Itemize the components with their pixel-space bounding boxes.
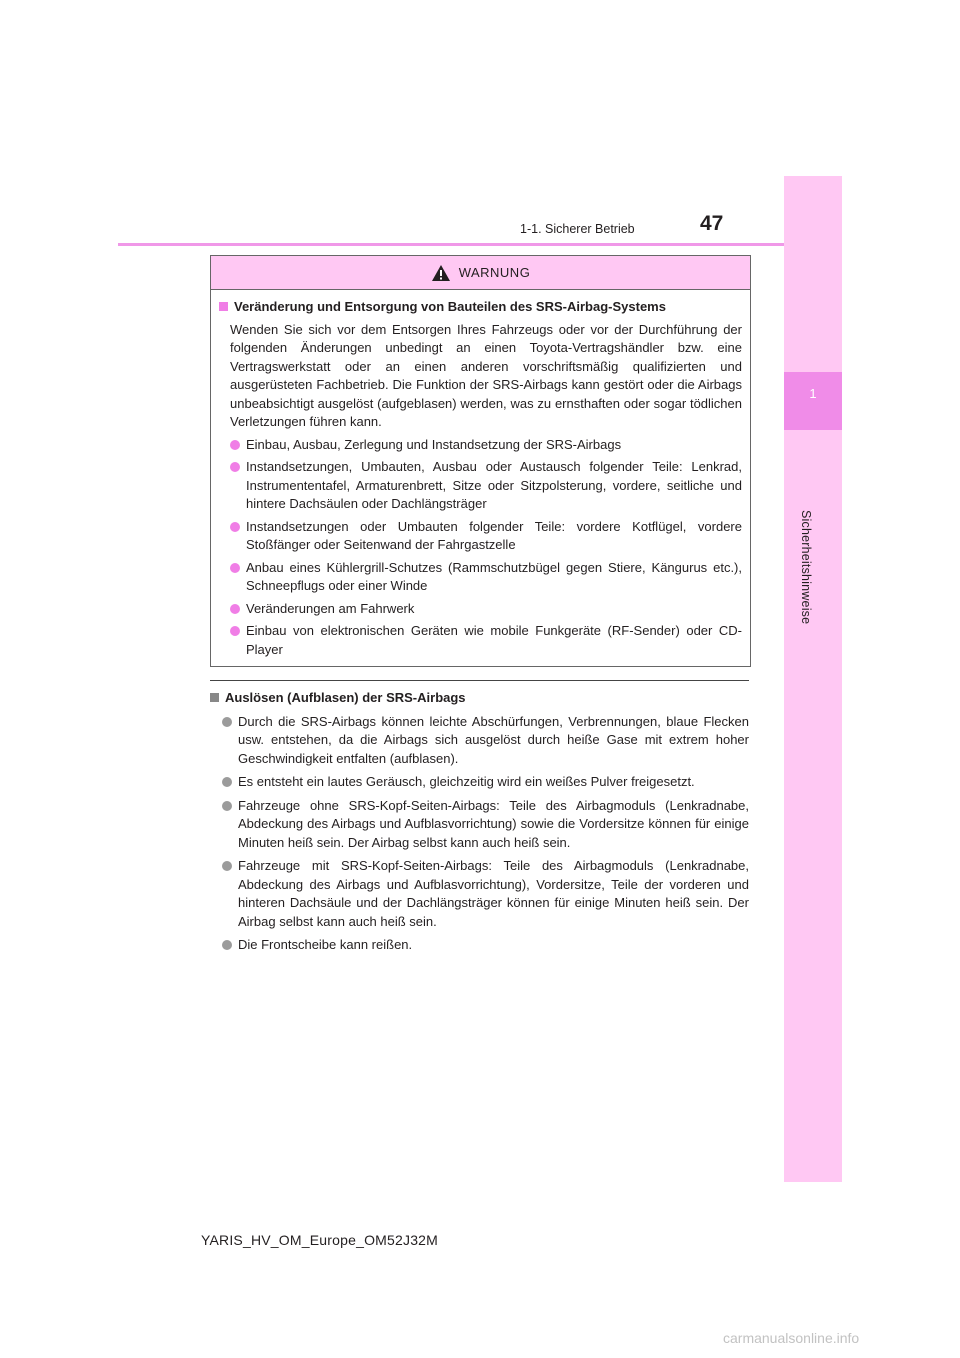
main-bullet-text: Die Frontscheibe kann reißen. — [238, 937, 413, 952]
bullet-dot-icon — [230, 563, 240, 573]
warning-heading — [219, 298, 742, 317]
bullet-dot-icon — [230, 522, 240, 532]
warning-bullet-text: Instandsetzungen oder Umbauten folgender Teile: vordere Kotflügel, vordere Stoßfänger oder Seitenwand der Fahrgastzelle — [246, 518, 742, 552]
bullet-dot-icon — [230, 462, 240, 472]
document-id: YARIS_HV_OM_Europe_OM52J32M — [201, 1232, 439, 1248]
main-bullet-text: Es entsteht ein lautes Geräusch, gleichzeitig wird ein weißes Pulver freigesetzt. — [238, 774, 695, 789]
bullet-dot-icon — [230, 440, 240, 450]
main-bullet-item — [222, 713, 749, 769]
main-section — [210, 689, 749, 955]
main-heading-text: Auslösen (Aufblasen) der SRS-Airbags — [225, 690, 466, 705]
main-bullet-item — [222, 936, 749, 955]
header-divider — [118, 243, 784, 246]
warning-heading-text: Veränderung und Entsorgung von Bauteilen des SRS-Airbag-Systems — [234, 299, 666, 314]
square-bullet-icon — [210, 693, 219, 702]
main-heading — [210, 689, 749, 708]
warning-body — [211, 290, 750, 659]
chapter-number: 1 — [809, 386, 817, 401]
section-title: 1-1. Sicherer Betrieb — [520, 222, 635, 236]
warning-paragraph: Wenden Sie sich vor dem Entsorgen Ihres Fahrzeugs oder vor der Durchführung der folgenden Änderungen unbedingt an einen Toyota-Vertragshändler bzw. eine Vertragswerkstatt oder an einen anderen vorschriftsmäßig qualifizierten und ausgerüsteten Fachbetrieb. Die Funktion der SRS-Airbags kann gestört oder die Airbags unbeabsichtigt ausgelöst (aufgeblasen) werden, was zu ernsthaften oder sogar tödlichen Verletzungen führen kann. — [230, 321, 742, 429]
warning-bullet-text: Einbau von elektronischen Geräten wie mobile Funkgeräte (RF-Sender) oder CD-Player — [246, 623, 742, 657]
bullet-dot-icon — [230, 604, 240, 614]
main-bullet-item — [222, 797, 749, 853]
bullet-dot-icon — [222, 801, 232, 811]
main-bullet-text: Fahrzeuge ohne SRS-Kopf-Seiten-Airbags: Teile des Airbagmoduls (Lenkradnabe, Abdeckung des Airbags und Aufblasvorrichtung) sowie die Vordersitze können für einige Minuten heiß sein. Der Airbag selbst kann auch heiß sein. — [238, 797, 749, 850]
bullet-dot-icon — [230, 626, 240, 636]
main-bullet-item — [222, 857, 749, 931]
warning-bullet-text: Instandsetzungen, Umbauten, Ausbau oder Austausch folgender Teile: Lenkrad, Instrumententafel, Armaturenbrett, Sitze oder Sitzpolsterung, vordere, seitliche und hintere Dachsäulen oder Dachlängsträger — [246, 459, 742, 511]
warning-bullet-text: Veränderungen am Fahrwerk — [246, 600, 415, 616]
warning-bullet-item — [230, 622, 742, 659]
warning-header — [211, 256, 750, 290]
warning-bullet-item — [230, 559, 742, 596]
square-bullet-icon — [219, 302, 228, 311]
warning-bullet-text: Anbau eines Kühlergrill-Schutzes (Rammschutzbügel gegen Stiere, Kängurus etc.), Schneepflugs oder einer Winde — [246, 559, 742, 593]
bullet-dot-icon — [222, 940, 232, 950]
bullet-dot-icon — [222, 717, 232, 727]
main-bullet-item — [222, 773, 749, 792]
main-bullet-text: Fahrzeuge mit SRS-Kopf-Seiten-Airbags: Teile des Airbagmoduls (Lenkradnabe, Abdeckung des Airbags und Aufblasvorrichtung), Vordersitze, Teile der vorderen und hinteren Dachsäule und der Dachlängsträger können für einige Minuten heiß sein. Der Airbag selbst kann auch heiß sein. — [238, 858, 749, 929]
warning-title: WARNUNG — [458, 265, 531, 280]
chapter-side-tab — [784, 176, 842, 1182]
section-divider — [210, 680, 749, 681]
warning-bullet-item — [230, 518, 742, 555]
bullet-dot-icon — [222, 861, 232, 871]
warning-bullet-text: Einbau, Ausbau, Zerlegung und Instandsetzung der SRS-Airbags — [246, 436, 622, 452]
warning-triangle-icon — [431, 264, 451, 282]
page-number: 47 — [700, 212, 724, 235]
bullet-dot-icon — [222, 777, 232, 787]
main-bullet-text: Durch die SRS-Airbags können leichte Abschürfungen, Verbrennungen, blaue Flecken usw. entstehen, da die Airbags sich ausgelöst durch heiße Gase mit extrem hoher Geschwindigkeit entfalten (aufblasen). — [238, 713, 749, 766]
warning-bullet-item — [230, 458, 742, 514]
watermark: carmanualsonline.info — [723, 1330, 860, 1346]
chapter-active-marker — [784, 372, 842, 430]
chapter-label: Sicherheitshinweise — [799, 510, 813, 625]
warning-bullet-item — [230, 436, 742, 455]
warning-bullet-item — [230, 600, 742, 619]
warning-box — [210, 255, 751, 667]
